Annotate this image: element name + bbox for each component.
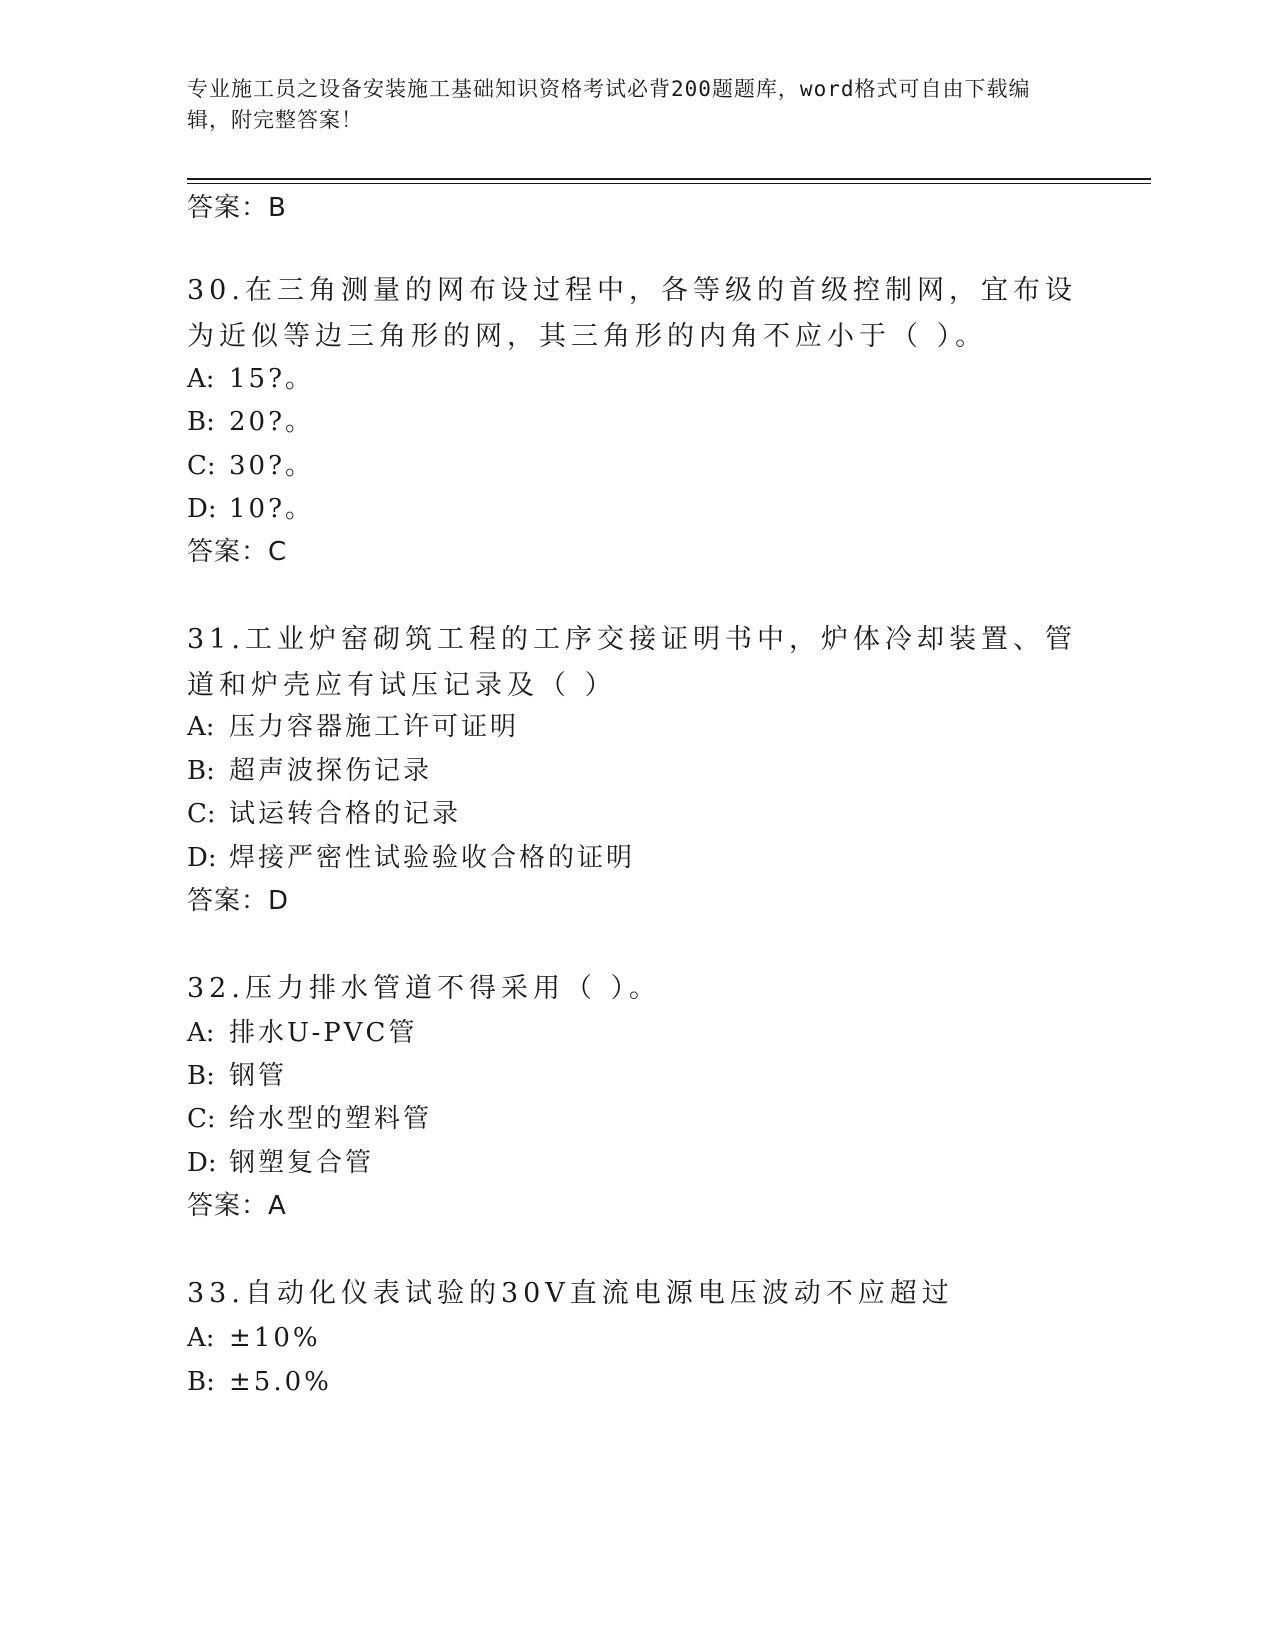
question-stem: 33.自动化仪表试验的30V直流电源电压波动不应超过 xyxy=(187,1278,954,1309)
answer-value: C xyxy=(268,537,288,567)
answer-label: 答案： xyxy=(187,537,269,567)
option-a xyxy=(187,1016,417,1050)
answer-label: 答案： xyxy=(187,1191,269,1221)
header-rule-thick xyxy=(187,178,1151,180)
option-text: 30?。 xyxy=(229,451,315,481)
option-text: 10?。 xyxy=(229,494,315,524)
option-text: 钢管 xyxy=(229,1061,288,1091)
option-key: B: xyxy=(187,1061,215,1091)
answer-line xyxy=(187,1189,287,1223)
option-c xyxy=(187,797,461,831)
option-d xyxy=(187,492,314,526)
answer-line xyxy=(187,191,287,225)
option-b xyxy=(187,1365,332,1399)
option-key: D: xyxy=(187,1148,217,1178)
document-header: 专业施工员之设备安装施工基础知识资格考试必背200题题库，word格式可自由下载编辑，附完整答案！ xyxy=(187,77,1031,132)
option-b xyxy=(187,1059,287,1093)
option-text: 20?。 xyxy=(229,407,315,437)
option-key: C: xyxy=(187,799,216,829)
option-key: C: xyxy=(187,1104,216,1134)
option-key: A: xyxy=(187,712,215,742)
answer-line xyxy=(187,884,289,918)
option-key: B: xyxy=(187,407,215,437)
option-text: 15?。 xyxy=(229,364,315,394)
question-stem: 31.工业炉窑砌筑工程的工序交接证明书中，炉体冷却装置、管道和炉壳应有试压记录及（ ） xyxy=(187,624,1077,701)
option-text: 压力容器施工许可证明 xyxy=(229,712,520,742)
option-d xyxy=(187,1146,374,1180)
question-stem: 30.在三角测量的网布设过程中，各等级的首级控制网，宜布设为近似等边三角形的网，其三角形的内角不应小于（ ）。 xyxy=(187,275,1077,352)
option-text: 钢塑复合管 xyxy=(229,1148,375,1178)
answer-value: D xyxy=(268,886,290,916)
option-text: 给水型的塑料管 xyxy=(229,1104,433,1134)
option-text: 超声波探伤记录 xyxy=(229,756,433,786)
option-a xyxy=(187,710,519,744)
option-b xyxy=(187,754,432,788)
option-d xyxy=(187,841,635,875)
option-key: D: xyxy=(187,843,217,873)
answer-value: A xyxy=(268,1191,287,1221)
option-text: ±10% xyxy=(229,1323,321,1353)
option-text: 试运转合格的记录 xyxy=(229,799,462,829)
option-a xyxy=(187,362,314,396)
option-key: D: xyxy=(187,494,217,524)
option-key: A: xyxy=(187,1323,215,1353)
option-key: A: xyxy=(187,1018,215,1048)
option-key: B: xyxy=(187,1367,215,1397)
option-c xyxy=(187,1102,432,1136)
option-text: ±5.0% xyxy=(229,1367,332,1397)
question-stem: 32.压力排水管道不得采用（ ）。 xyxy=(187,973,662,1004)
option-text: 排水U-PVC管 xyxy=(229,1018,418,1048)
option-b xyxy=(187,405,314,439)
option-key: A: xyxy=(187,364,215,394)
option-key: B: xyxy=(187,756,215,786)
header-rule-thin xyxy=(187,183,1151,184)
answer-value: B xyxy=(268,193,287,223)
option-key: C: xyxy=(187,451,216,481)
option-a xyxy=(187,1321,321,1355)
answer-label: 答案： xyxy=(187,193,269,223)
option-text: 焊接严密性试验验收合格的证明 xyxy=(229,843,636,873)
option-c xyxy=(187,449,314,483)
answer-label: 答案： xyxy=(187,886,269,916)
answer-line xyxy=(187,535,287,569)
